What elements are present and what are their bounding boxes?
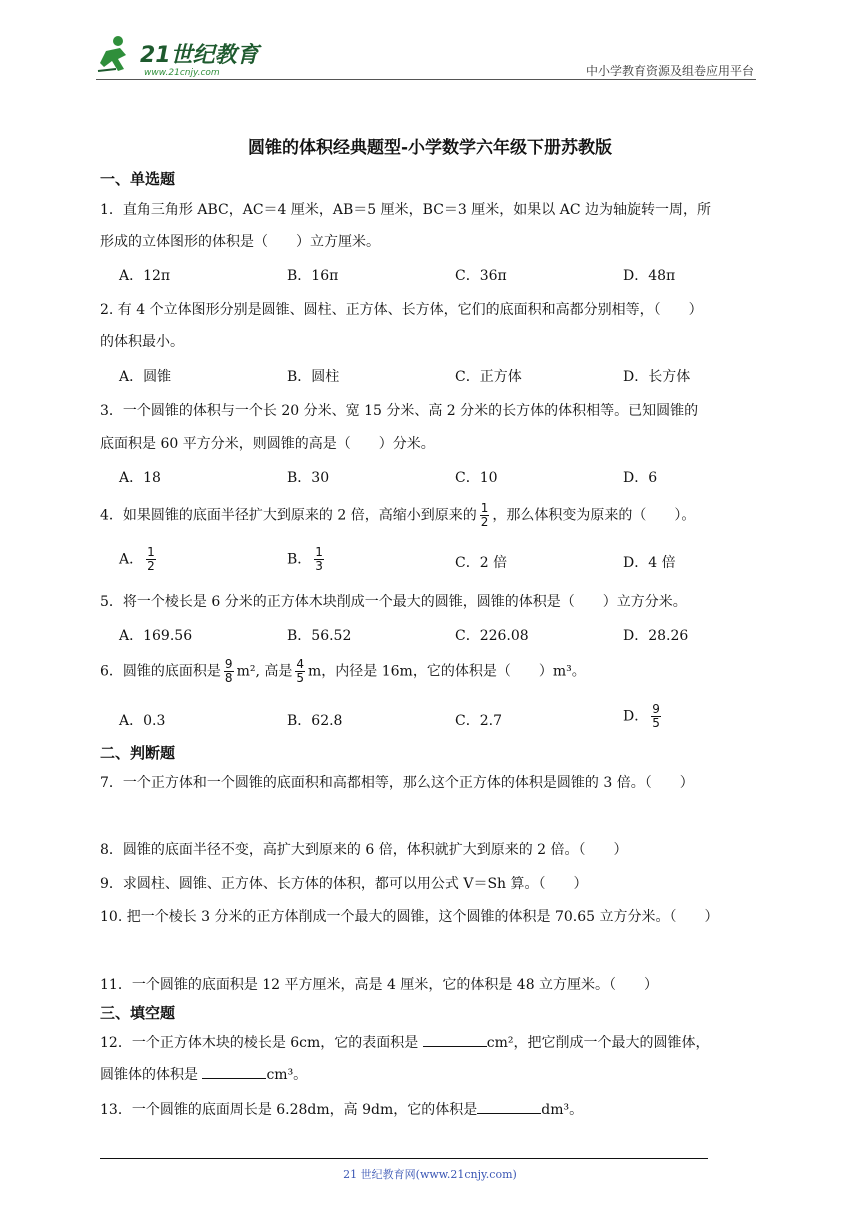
q3-option-b[interactable]: B．30 [287, 470, 330, 486]
q6-fraction-1 [224, 658, 234, 685]
q4-stem-post: ，那么体积变为原来的（ ）。 [492, 507, 696, 524]
q4-fraction [480, 502, 490, 529]
q5-option-a[interactable]: A．169.56 [119, 628, 193, 644]
q4-option-b[interactable] [287, 546, 327, 573]
q8-line: 8．圆锥的底面半径不变，高扩大到原来的 6 倍，体积就扩大到原来的 2 倍。（ ） [100, 842, 628, 858]
q5-option-b[interactable]: B．56.52 [287, 628, 352, 644]
q6-option-c[interactable]: C．2.7 [455, 713, 502, 729]
q6-fraction-2 [295, 658, 305, 685]
q6-option-d-fraction [651, 703, 661, 730]
q12-line1 [100, 1032, 709, 1052]
q12-line2 [100, 1064, 307, 1084]
q5-option-d[interactable]: D．28.26 [623, 628, 689, 644]
q6-stem-mid: m², 高是 [236, 663, 293, 680]
q4-frac-num: 1 [480, 501, 489, 515]
q6-f2-num: 4 [296, 657, 304, 671]
q1-option-a[interactable]: A．12π [119, 268, 171, 284]
q4-option-a-label: A． [119, 551, 144, 568]
footer-link[interactable]: 21 世纪教育网(www.21cnjy.com) [343, 1168, 517, 1181]
q7-line: 7．一个正方体和一个圆锥的底面积和高都相等，那么这个正方体的体积是圆锥的 3 倍。（ ） [100, 775, 694, 791]
q13-pre: 13．一个圆锥的底面周长是 6.28dm，高 9dm，它的体积是 [100, 1102, 478, 1118]
q6-f2-den: 5 [296, 671, 304, 685]
q2-line1: 2. 有 4 个立体图形分别是圆锥、圆柱、正方体、长方体，它们的底面积和高都分别相等，（ ） [100, 302, 703, 318]
q2-option-c[interactable]: C．正方体 [455, 369, 522, 385]
q6-stem-pre: 6．圆锥的底面积是 [100, 663, 221, 680]
q4-option-b-label: B． [287, 551, 312, 568]
q12-answer-blank-1[interactable] [423, 1034, 487, 1047]
q4-b-den: 3 [315, 559, 323, 573]
q12-answer-blank-2[interactable] [202, 1066, 266, 1079]
q4-a-num: 1 [147, 545, 155, 559]
q6-option-d[interactable] [623, 703, 664, 730]
q5-line1: 5．将一个棱长是 6 分米的正方体木块削成一个最大的圆锥，圆锥的体积是（ ）立方分米。 [100, 594, 687, 610]
q6-option-b[interactable]: B．62.8 [287, 713, 343, 729]
q2-option-a[interactable]: A．圆锥 [119, 369, 172, 385]
q1-line1: 1．直角三角形 ABC，AC＝4 厘米，AB＝5 厘米，BC＝3 厘米，如果以 AC 边为轴旋转一周，所 [100, 202, 712, 218]
q12-mid: cm²，把它削成一个最大的圆锥体， [486, 1035, 710, 1051]
section-fill-in: 三、填空题 [100, 1004, 176, 1022]
q4-stem-pre: 4．如果圆锥的底面半径扩大到原来的 2 倍，高缩小到原来的 [100, 507, 477, 524]
q6-stem-post: m，内径是 16m，它的体积是（ ）m³。 [308, 663, 586, 680]
footer-divider [100, 1158, 708, 1159]
q4-option-a-fraction [146, 546, 156, 573]
q13-post: dm³。 [541, 1102, 584, 1118]
header-divider [96, 79, 756, 80]
q9-line: 9．求圆柱、圆锥、正方体、长方体的体积，都可以用公式 V＝Sh 算。（ ） [100, 876, 588, 892]
q1-line2: 形成的立体图形的体积是（ ）立方厘米。 [100, 234, 380, 250]
q10-line: 10. 把一个棱长 3 分米的正方体削成一个最大的圆锥，这个圆锥的体积是 70.65 立方分米。（ ） [100, 909, 719, 925]
q6-f1-den: 8 [224, 671, 233, 685]
q6-option-d-label: D． [623, 708, 649, 725]
q12-line2-post: cm³。 [266, 1067, 308, 1083]
q1-option-c[interactable]: C．36π [455, 268, 507, 284]
site-logo [96, 33, 266, 79]
page-title: 圆锥的体积经典题型-小学数学六年级下册苏教版 [247, 138, 613, 158]
q5-option-c[interactable]: C．226.08 [455, 628, 529, 644]
q3-option-c[interactable]: C．10 [455, 470, 498, 486]
q1-option-b[interactable]: B．16π [287, 268, 339, 284]
q4-b-num: 1 [315, 545, 323, 559]
q1-option-d[interactable]: D．48π [623, 268, 676, 284]
q6-d-den: 5 [652, 716, 660, 730]
q13-answer-blank[interactable] [477, 1101, 541, 1114]
q2-line2: 的体积最小。 [100, 334, 184, 350]
q6-f1-num: 9 [224, 657, 233, 671]
q11-line: 11．一个圆锥的底面积是 12 平方厘米，高是 4 厘米，它的体积是 48 立方厘米。（ ） [100, 977, 659, 993]
section-true-false: 二、判断题 [100, 744, 176, 762]
platform-label: 中小学教育资源及组卷应用平台 [585, 64, 754, 78]
runner-icon [98, 36, 126, 71]
q3-line2: 底面积是 60 平方分米，则圆锥的高是（ ）分米。 [100, 436, 435, 452]
q4-option-a[interactable] [119, 546, 159, 573]
q2-option-d[interactable]: D．长方体 [623, 369, 691, 385]
q4-frac-den: 2 [480, 515, 489, 529]
q4-stem [100, 502, 695, 529]
q2-option-b[interactable]: B．圆柱 [287, 369, 340, 385]
logo-main-text: 21世纪教育 [140, 43, 259, 68]
q13-line [100, 1099, 583, 1119]
q3-line1: 3．一个圆锥的体积与一个长 20 分米、宽 15 分米、高 2 分米的长方体的体积相等。已知圆锥的 [100, 403, 699, 419]
logo-sub-text: www.21cnjy.com [144, 68, 220, 78]
q4-option-d[interactable]: D．4 倍 [623, 555, 676, 571]
section-single-choice: 一、单选题 [100, 170, 176, 188]
q3-option-a[interactable]: A．18 [119, 470, 161, 486]
q6-d-num: 9 [652, 702, 660, 716]
q4-a-den: 2 [147, 559, 155, 573]
q3-option-d[interactable]: D．6 [623, 470, 658, 486]
q4-option-c[interactable]: C．2 倍 [455, 555, 508, 571]
q6-option-a[interactable]: A．0.3 [119, 713, 166, 729]
q4-option-b-fraction [314, 546, 324, 573]
q12-line2-pre: 圆锥体的体积是 [100, 1067, 198, 1083]
q12-pre: 12．一个正方体木块的棱长是 6cm，它的表面积是 [100, 1035, 419, 1051]
q6-stem [100, 658, 586, 685]
